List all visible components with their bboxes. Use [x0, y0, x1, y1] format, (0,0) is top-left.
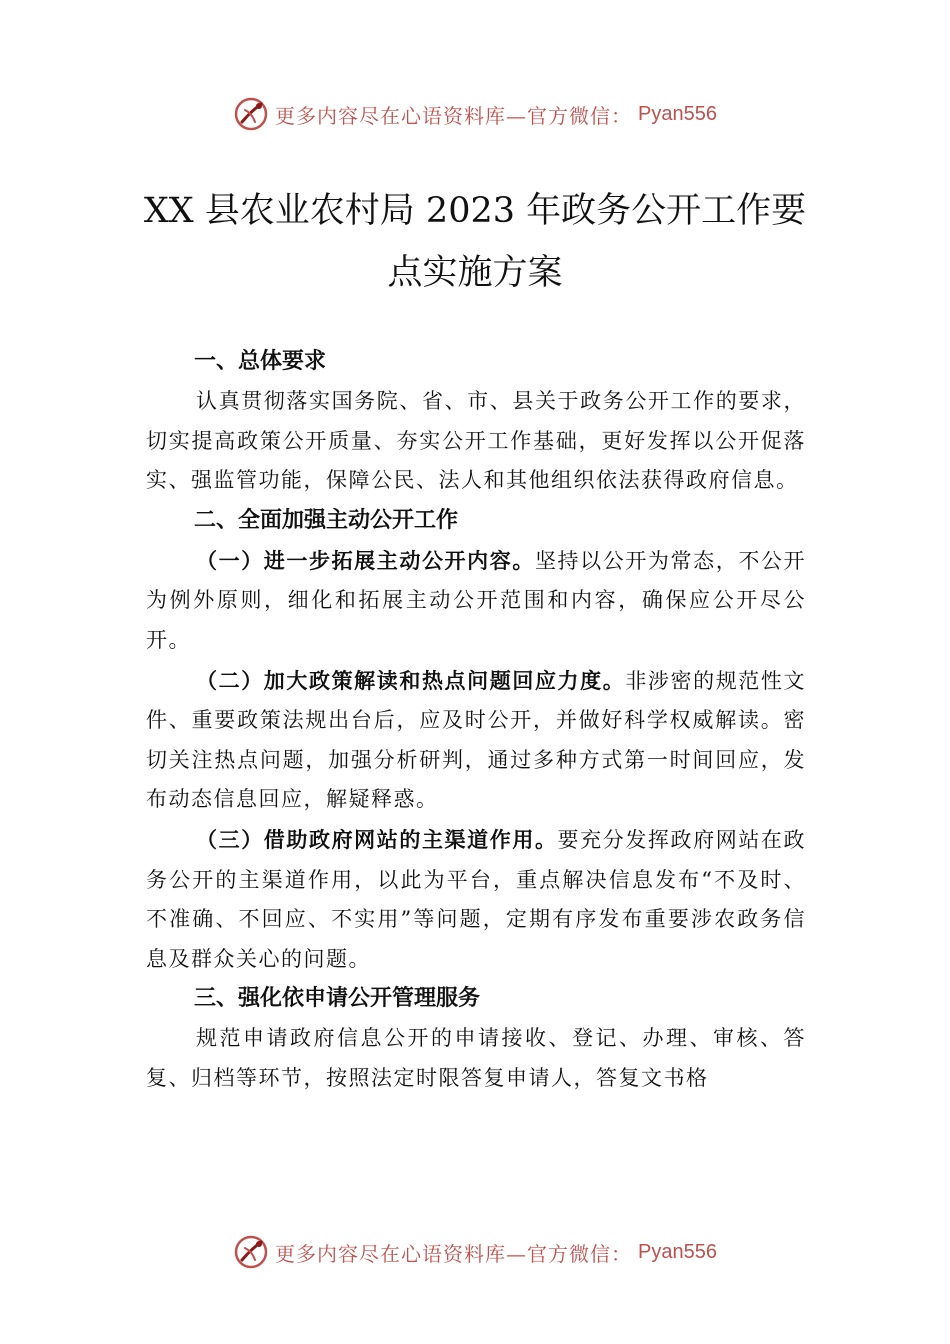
paragraph-lead: （三）借助政府网站的主渠道作用。	[196, 826, 558, 852]
paragraph-text: 规范申请政府信息公开的申请接收、登记、办理、审核、答复、归档等环节，按照法定时限答复申请人，答复文书格	[146, 1026, 806, 1090]
watermark-text: 更多内容尽在心语资料库—官方微信：	[275, 103, 633, 128]
paragraph-lead: （二）加大政策解读和热点问题回应力度。	[196, 667, 626, 693]
paragraph-lead: （一）进一步拓展主动公开内容。	[196, 547, 535, 573]
title-line-1: XX 县农业农村局 2023 年政务公开工作要	[143, 191, 807, 231]
paragraph-text: 非涉密的规范性文件、重要政策法规出台后，应及时公开，并做好科学权威解读。密切关注热点问题，加强分析研判，通过多种方式第一时间回应，发布动态信息回应，解疑释惑。	[146, 668, 807, 812]
section-2-paragraph-2	[146, 661, 806, 820]
document-title	[0, 180, 950, 304]
section-2-paragraph-3	[146, 820, 806, 979]
brush-logo-icon	[233, 1234, 269, 1270]
paragraph-text: 坚持以公开为常态，不公开为例外原则，细化和拓展主动公开范围和内容，确保应公开尽公开。	[146, 548, 807, 652]
header-watermark	[0, 94, 950, 134]
section-heading-1: 一、总体要求	[194, 349, 327, 374]
paragraph-text: 要充分发挥政府网站在政务公开的主渠道作用，以此为平台，重点解决信息发布“不及时、不准确、不回应、不实用”等问题，定期有序发布重要涉农政务信息及群众关心的问题。	[146, 827, 807, 971]
watermark-wechat-id: Pyan556	[638, 102, 717, 125]
brush-logo-icon	[233, 96, 269, 132]
section-2-paragraph-1	[146, 541, 806, 661]
document-body	[146, 342, 806, 1099]
section-heading-3: 三、强化依申请公开管理服务	[194, 986, 481, 1012]
section-1-paragraph	[146, 382, 806, 501]
section-heading-2: 二、全面加强主动公开工作	[194, 507, 459, 533]
footer-watermark	[0, 1232, 950, 1272]
title-line-2: 点实施方案	[387, 253, 563, 293]
section-3-paragraph	[146, 1019, 806, 1098]
watermark-text: 更多内容尽在心语资料库—官方微信：	[275, 1241, 633, 1266]
paragraph-text: 认真贯彻落实国务院、省、市、县关于政务公开工作的要求，切实提高政策公开质量、夯实公开工作基础，更好发挥以公开促落实、强监管功能，保障公民、法人和其他组织依法获得政府信息。	[146, 389, 806, 493]
watermark-wechat-id: Pyan556	[638, 1240, 717, 1263]
